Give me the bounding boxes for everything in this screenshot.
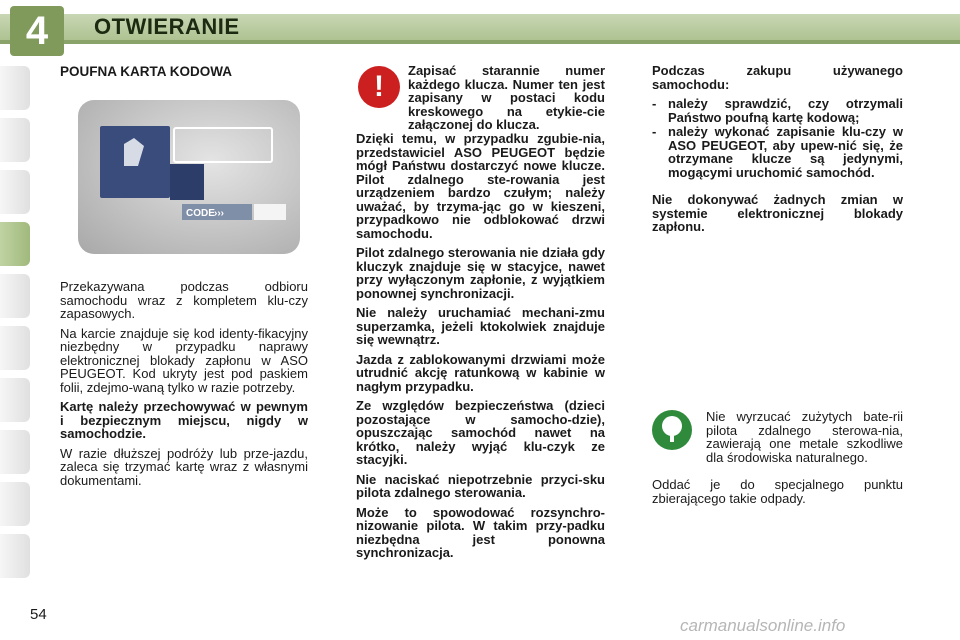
middle-paragraph-6: Nie naciskać niepotrzebnie przyci-sku pilota zdalnego sterowania.: [356, 471, 605, 500]
left-paragraph-1: Przekazywana podczas odbioru samochodu wraz z kompletem klu-czy zapasowych.: [60, 279, 308, 321]
eco-paragraph-2: Oddać je do specjalnego punktu zbierającego takie odpady.: [652, 477, 903, 506]
side-tab-7[interactable]: [0, 378, 30, 422]
warning-intro-block: [408, 64, 605, 138]
middle-paragraph-5: Ze względów bezpieczeństwa (dzieci pozostające w samocho-dzie), opuszczając samochód nawet na krótko, należy wyjąć klu-czyk ze stacyjki.: [356, 398, 605, 467]
middle-paragraph-1: Dzięki temu, w przypadku zgubie-nia, przedstawiciel ASO PEUGEOT będzie mógł Państwu dostarczyć nowe klucze. Pilot zdalnego ste-rowania jest urządzeniem bardzo czułym; należy uważać, by trzyma-jąc go w kieszeni, przypadkowo nie odblokować drzwi samochodu.: [356, 131, 605, 241]
eco-text-block-2: [652, 478, 903, 511]
side-tab-10[interactable]: [0, 534, 30, 578]
list-item: - należy sprawdzić, czy otrzymali Państwo poufną kartę kodową;: [652, 97, 903, 124]
middle-paragraph-2: Pilot zdalnego sterowania nie działa gdy kluczyk znajduje się w stacyjce, nawet przy wyłączonym zapłonie, z wyjątkiem ponownej synchronizacji.: [356, 245, 605, 301]
right-dash-list: [652, 97, 903, 179]
side-tab-active[interactable]: [0, 222, 30, 266]
code-foil-cover: [254, 204, 286, 220]
header-bar-rule: [0, 40, 960, 44]
middle-paragraph-3: Nie należy uruchamiać mechani-zmu superzamka, jeżeli ktokolwiek znajduje się wewnątrz.: [356, 305, 605, 347]
key-blade: [170, 164, 204, 200]
middle-paragraph-7: Może to spowodować rozsynchro-nizowanie pilota. W takim przy-padku niezbędna jest ponowna synchronizacja.: [356, 504, 605, 560]
page-header: [0, 0, 960, 52]
side-tab-9[interactable]: [0, 482, 30, 526]
code-chevrons-icon: ›››: [214, 208, 224, 219]
card-window: [174, 128, 272, 162]
side-tab-2[interactable]: [0, 118, 30, 162]
right-column: [652, 64, 903, 240]
chapter-number: 4: [10, 6, 64, 56]
watermark: carmanualsonline.info: [680, 616, 846, 635]
side-tab-5[interactable]: [0, 274, 30, 318]
right-paragraph-2: Nie dokonywać żadnych zmian w systemie elektronicznej blokady zapłonu.: [652, 192, 903, 234]
middle-paragraph-4: Jazda z zablokowanymi drzwiami może utrudnić akcję ratunkową w kabinie w nagłym przypadku.: [356, 351, 605, 394]
page-title: OTWIERANIE: [94, 14, 240, 39]
environment-tree-icon: [652, 410, 692, 450]
eco-text-block: [706, 410, 903, 470]
side-tab-3[interactable]: [0, 170, 30, 214]
left-paragraph-3: Kartę należy przechowywać w pewnym i bezpiecznym miejscu, nigdy w samochodzie.: [60, 399, 308, 441]
code-label: CODE: [186, 208, 215, 219]
list-item: - należy wykonać zapisanie klu-czy w ASO PEUGEOT, aby upew-nić się, że otrzymane klucze są jedynymi, mogącymi uruchomić samochód.: [652, 125, 903, 179]
right-intro: Podczas zakupu używanego samochodu:: [652, 63, 903, 92]
page-number: 54: [30, 606, 47, 623]
left-column: [60, 280, 308, 493]
code-card-illustration: [78, 100, 300, 254]
middle-column: [356, 132, 605, 566]
code-card-image: [78, 100, 300, 254]
warning-icon: !: [358, 66, 400, 108]
left-paragraph-2: Na karcie znajduje się kod identy-fikacyjny niezbędny w przypadku naprawy elektronicznej blokady zapłonu w ASO PEUGEOT. Kod ukryty jest pod paskiem folii, zdejmo-waną tylko w razie potrzeby.: [60, 325, 308, 395]
warning-intro: Zapisać starannie numer każdego klucza. Numer ten jest zapisany w postaci kodu kreskowego na etykie-cie załączonej do klucza.: [408, 63, 605, 132]
eco-paragraph: Nie wyrzucać zużytych bate-rii pilota zdalnego sterowa-nia, zawierają one metale szkodliwe dla środowiska naturalnego.: [706, 409, 903, 465]
section-title: POUFNA KARTA KODOWA: [60, 64, 232, 79]
side-tab-1[interactable]: [0, 66, 30, 110]
side-tab-6[interactable]: [0, 326, 30, 370]
side-tab-8[interactable]: [0, 430, 30, 474]
tree-icon: [652, 410, 692, 450]
left-paragraph-4: W razie dłuższej podróży lub prze-jazdu, zaleca się trzymać kartę wraz z własnymi dokumentami.: [60, 445, 308, 488]
